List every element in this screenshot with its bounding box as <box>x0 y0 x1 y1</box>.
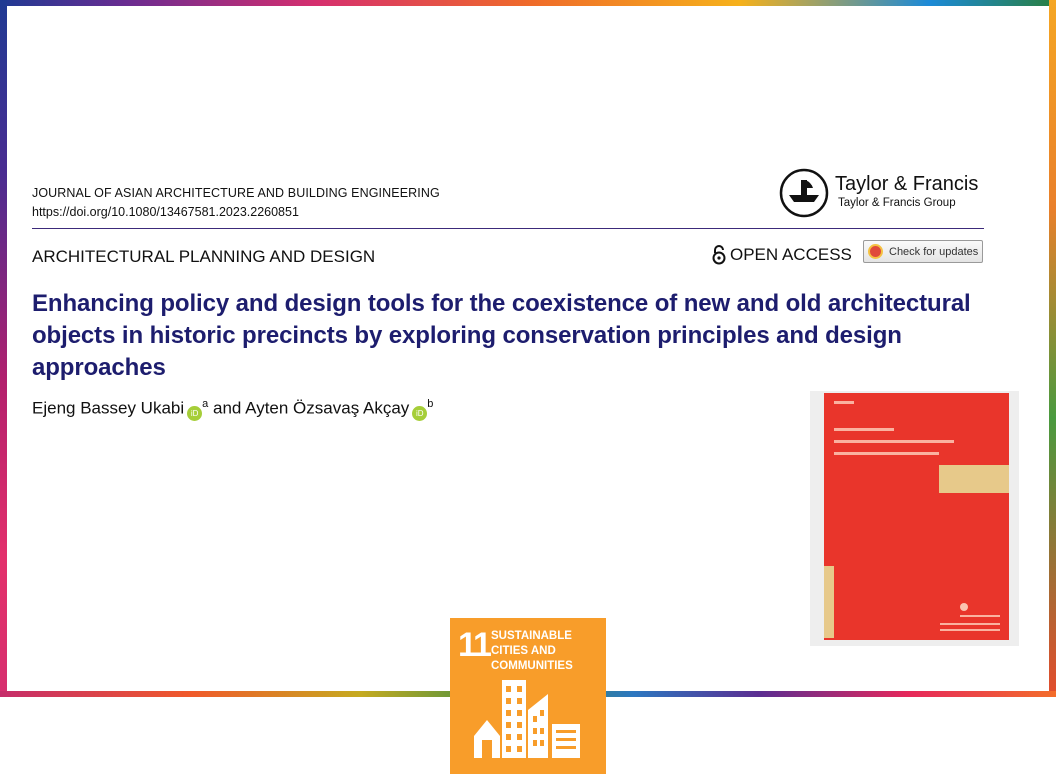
check-for-updates-button[interactable] <box>863 240 983 263</box>
orcid-icon[interactable]: iD <box>412 406 427 421</box>
affiliation-marker: a <box>202 398 209 410</box>
article-title: Enhancing policy and design tools for the coexistence of new and old architectural objects in historic precincts by exploring conservation principles and design approaches <box>32 290 971 381</box>
journal-cover-image[interactable] <box>824 393 1009 640</box>
doi-link[interactable]: https://doi.org/10.1080/13467581.2023.2260851 <box>32 205 299 219</box>
affiliation-marker: b <box>427 398 434 410</box>
open-access-label: OPEN ACCESS <box>730 245 852 264</box>
sdg-number: 11 <box>458 626 490 664</box>
sdg-label: SUSTAINABLE CITIES AND COMMUNITIES <box>491 630 573 672</box>
publisher-name: Taylor & Francis <box>835 173 979 195</box>
orcid-icon[interactable]: iD <box>187 406 202 421</box>
author-name[interactable]: Ejeng Bassey Ukabi <box>32 398 185 418</box>
open-lock-icon <box>712 245 726 265</box>
cover-text-line <box>834 440 954 443</box>
cover-text-line <box>834 401 854 404</box>
publisher-group: Taylor & Francis Group <box>838 197 956 209</box>
cover-text-line <box>940 629 1000 631</box>
cover-text-line <box>834 452 939 455</box>
frame-right-border <box>1049 0 1056 697</box>
cover-text-line <box>834 428 894 431</box>
crossmark-icon <box>868 244 883 259</box>
sdg-11-tile <box>450 618 606 774</box>
header-divider <box>32 228 984 229</box>
open-access-badge <box>712 245 852 265</box>
cover-side-strip <box>824 566 834 638</box>
cover-issue-badge <box>939 465 1009 493</box>
author-joiner: and <box>213 398 242 418</box>
journal-name: JOURNAL OF ASIAN ARCHITECTURE AND BUILDING ENGINEERING <box>32 186 440 200</box>
article-section: ARCHITECTURAL PLANNING AND DESIGN <box>32 247 376 266</box>
check-for-updates-label: Check for updates <box>889 245 979 258</box>
taylor-francis-logo-icon <box>779 168 829 218</box>
cover-text-line <box>940 623 1000 625</box>
frame-top-border <box>0 0 1056 6</box>
city-buildings-icon <box>472 674 584 762</box>
author-name[interactable]: Ayten Özsavaş Akçay <box>245 398 410 418</box>
author-list <box>32 398 433 421</box>
cover-text-line <box>960 615 1000 617</box>
frame-left-border <box>0 0 7 697</box>
cover-publisher-icon <box>960 603 968 611</box>
